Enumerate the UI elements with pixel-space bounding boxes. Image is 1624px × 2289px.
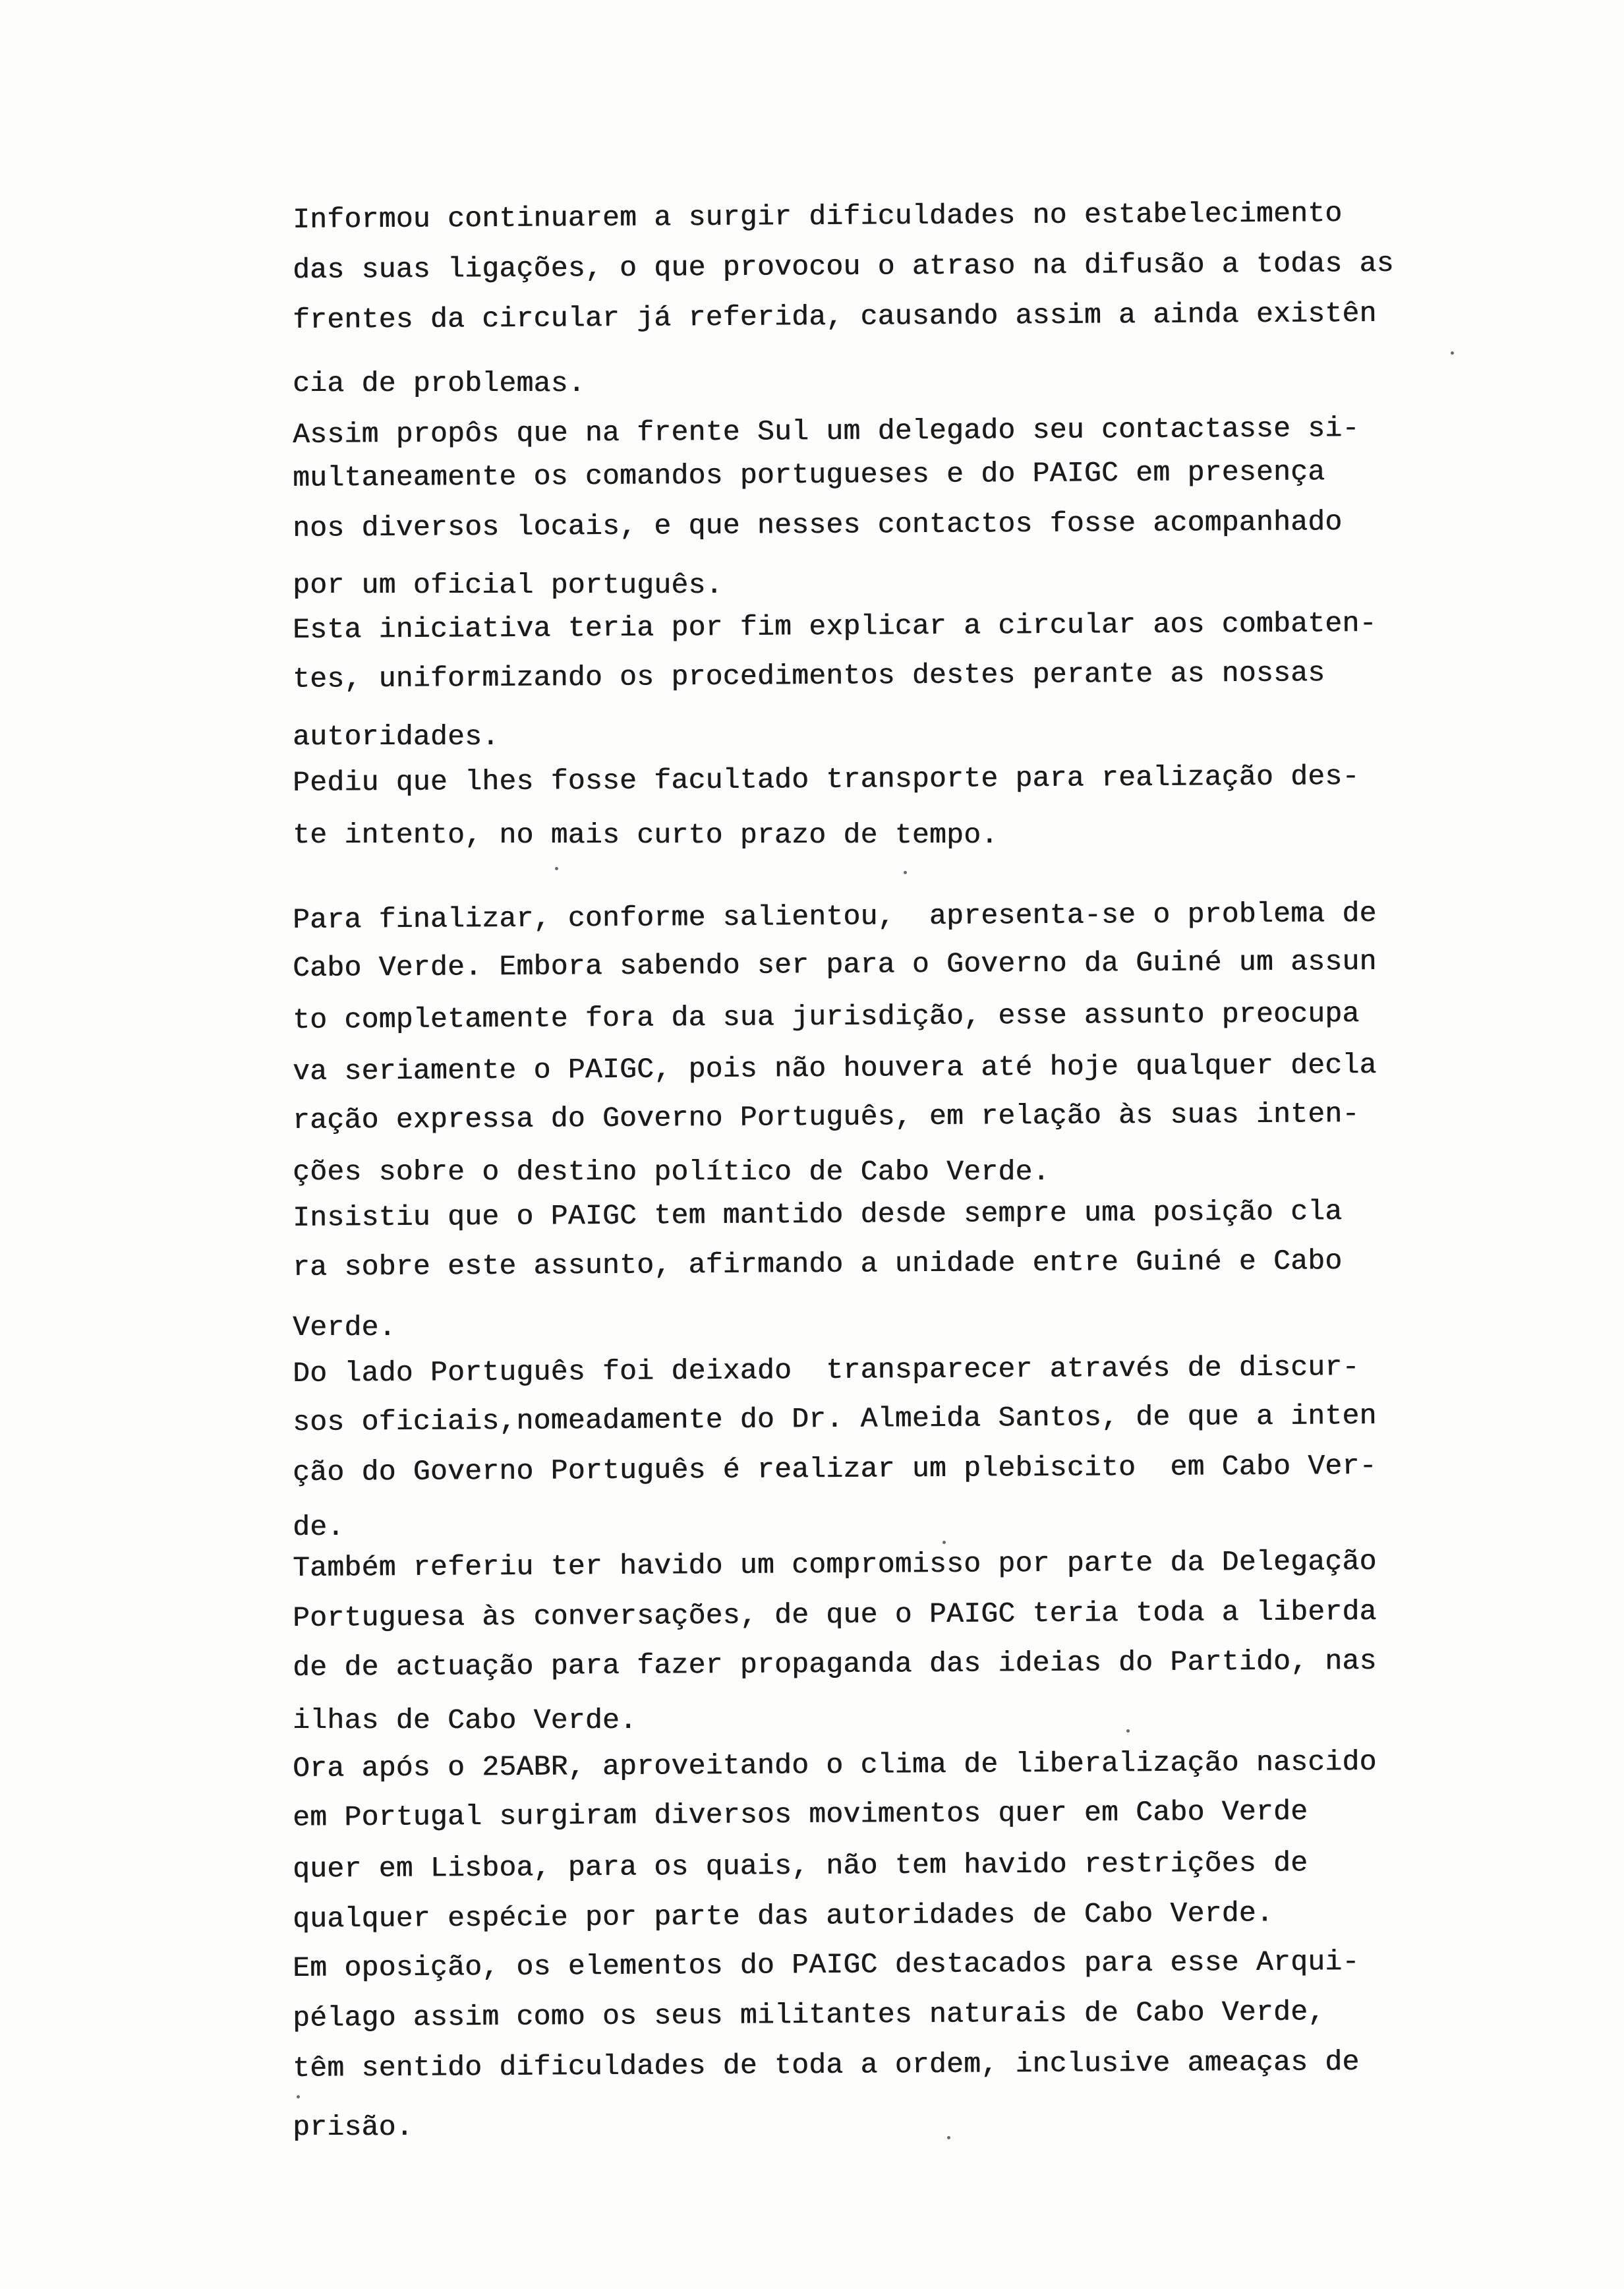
text-line: das suas ligações, o que provocou o atraso na difusão a todas as xyxy=(292,247,1394,287)
text-line: multaneamente os comandos portugueses e do PAIGC em presença xyxy=(292,456,1325,494)
text-line: to completamente fora da sua jurisdição, esse assunto preocupa xyxy=(292,997,1360,1036)
text-line: Também referiu ter havido um compromisso por parte da Delegação xyxy=(292,1545,1377,1585)
text-line: quer em Lisboa, para os quais, não tem havido restrições de xyxy=(292,1847,1308,1886)
text-line: frentes da circular já referida, causando assim a ainda existên xyxy=(292,297,1377,337)
text-line: de. xyxy=(293,1511,345,1543)
text-line: ção do Governo Português é realizar um plebiscito em Cabo Ver- xyxy=(292,1449,1377,1489)
text-line: Em oposição, os elementos do PAIGC destacados para esse Arqui- xyxy=(292,1946,1360,1984)
scan-speck xyxy=(904,871,907,874)
scan-speck xyxy=(1451,351,1454,355)
text-line: va seriamente o PAIGC, pois não houvera até hoje qualquer decla xyxy=(292,1048,1377,1088)
text-line: Verde. xyxy=(293,1311,396,1344)
scan-speck xyxy=(942,1541,946,1544)
text-line: te intento, no mais curto prazo de tempo. xyxy=(293,819,999,851)
scan-speck xyxy=(297,2095,300,2098)
text-line: nos diversos locais, e que nesses contactos fosse acompanhado xyxy=(292,506,1343,545)
text-line: ilhas de Cabo Verde. xyxy=(293,1704,637,1737)
text-line: Pediu que lhes fosse facultado transporte para realização des- xyxy=(292,760,1360,799)
text-line: ções sobre o destino político de Cabo Verde. xyxy=(293,1156,1050,1188)
text-line: têm sentido dificuldades de toda a ordem, inclusive ameaças de xyxy=(292,2046,1360,2085)
text-line: por um oficial português. xyxy=(293,569,723,601)
text-line: Do lado Português foi deixado transparecer através de discur- xyxy=(292,1351,1360,1390)
text-line: de de actuação para fazer propaganda das ideias do Partido, nas xyxy=(292,1644,1377,1684)
text-line: Para finalizar, conforme salientou, apresenta-se o problema de xyxy=(292,897,1377,937)
scan-speck xyxy=(555,867,558,870)
scan-speck xyxy=(947,2136,950,2139)
text-line: ração expressa do Governo Português, em relação às suas inten- xyxy=(292,1098,1360,1137)
scan-speck xyxy=(1126,1729,1130,1733)
text-line: autoridades. xyxy=(293,721,500,753)
text-line: Ora após o 25ABR, aproveitando o clima de liberalização nascido xyxy=(292,1745,1377,1785)
text-line: prisão. xyxy=(293,2111,413,2143)
text-line: sos oficiais,nomeadamente do Dr. Almeida Santos, de que a inten xyxy=(292,1399,1377,1439)
text-line: em Portugal surgiram diversos movimentos quer em Cabo Verde xyxy=(292,1795,1308,1834)
text-line: tes, uniformizando os procedimentos destes perante as nossas xyxy=(292,657,1325,696)
text-line: Informou continuarem a surgir dificuldades no estabelecimento xyxy=(292,197,1343,236)
text-line: Assim propôs que na frente Sul um delegado seu contactasse si- xyxy=(292,412,1360,451)
text-line: cia de problemas. xyxy=(293,367,585,400)
text-line: Esta iniciativa teria por fim explicar a circular aos combaten- xyxy=(292,607,1377,647)
text-line: pélago assim como os seus militantes naturais de Cabo Verde, xyxy=(292,1996,1325,2035)
text-line: qualquer espécie por parte das autoridades de Cabo Verde. xyxy=(292,1897,1274,1936)
text-line: Portuguesa às conversações, de que o PAIGC teria toda a liberda xyxy=(292,1595,1377,1635)
text-line: Insistiu que o PAIGC tem mantido desde sempre uma posição cla xyxy=(292,1195,1343,1234)
text-line: ra sobre este assunto, afirmando a unidade entre Guiné e Cabo xyxy=(292,1245,1343,1284)
text-line: Cabo Verde. Embora sabendo ser para o Governo da Guiné um assun xyxy=(292,945,1377,985)
